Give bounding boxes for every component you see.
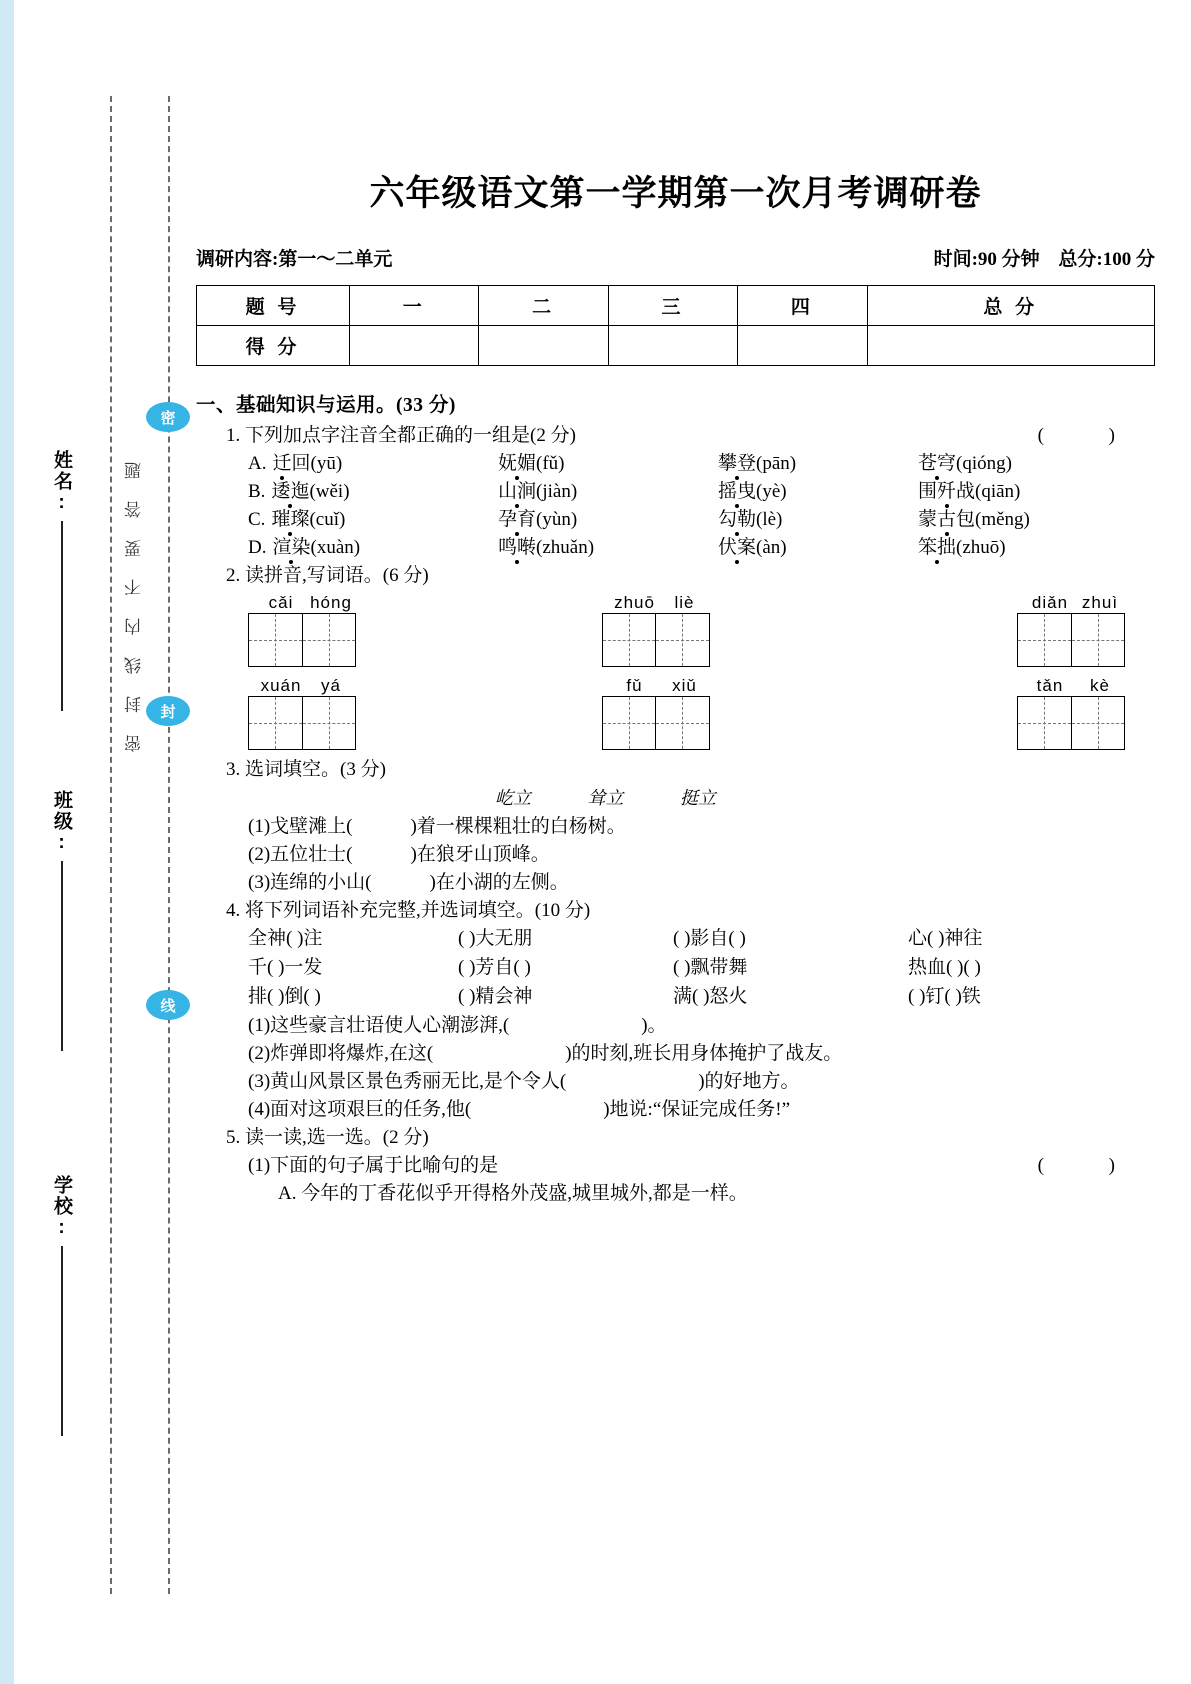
option-a-item-2-word: 妩媚 (498, 452, 537, 474)
write-word-6-pinyin (915, 677, 1125, 694)
write-word-2-syl-1: zhuō (614, 592, 655, 612)
write-word-3-syl-2: zhuì (1081, 592, 1119, 612)
grid-cell[interactable] (655, 697, 708, 749)
seal-badge-xian: 线 (146, 990, 190, 1020)
question-5 (196, 1128, 1155, 1203)
option-d-item-3-py: (àn) (756, 536, 787, 558)
option-a-item-3-word: 攀登 (718, 452, 757, 474)
seal-dashed-line-inner (110, 96, 112, 1594)
option-c-item-1-word: 璀璨 (271, 508, 310, 530)
question-4-item-1-pre: (1)这些豪言壮语使人心潮澎湃,( (248, 1014, 510, 1036)
write-word-2 (602, 594, 812, 667)
option-b-item-1-py: (wěi) (309, 480, 350, 502)
section-1-title: 一、基础知识与运用。(33 分) (196, 395, 456, 416)
question-5-option-a[interactable]: A. 今年的丁香花似乎开得格外茂盛,城里城外,都是一样。 (278, 1182, 748, 1204)
question-3-item-3 (226, 873, 1155, 892)
seal-dashed-line-outer (168, 96, 170, 1594)
write-word-1-pinyin (248, 594, 458, 611)
question-5-head (226, 1128, 1155, 1147)
idiom-2-4[interactable]: 热血( )( ) (908, 956, 981, 978)
grid-cell[interactable] (302, 697, 355, 749)
question-1-option-a[interactable] (226, 454, 1155, 473)
question-3 (196, 760, 1155, 892)
option-d-item-2-word: 鸣啭 (498, 536, 537, 558)
write-word-5 (602, 677, 812, 750)
question-1-answer-blank[interactable]: ( ) (1037, 424, 1145, 446)
option-d-item-1-py: (xuàn) (310, 536, 361, 558)
question-3-word-bank (226, 789, 1155, 807)
field-school-label: 学校: (51, 1175, 72, 1240)
idiom-1-3[interactable]: ( )影自( ) (673, 927, 746, 949)
idiom-2-2[interactable]: ( )芳自( ) (458, 956, 531, 978)
score-table-col-2: 二 (479, 286, 608, 326)
question-4-item-1-post: )。 (641, 1014, 667, 1036)
exam-sheet (174, 0, 1177, 1684)
question-4-item-3-pre: (3)黄山风景区景色秀丽无比,是个令人( (248, 1070, 567, 1092)
write-word-4 (248, 677, 458, 750)
word-bank-item-2: 耸立 (587, 787, 624, 808)
write-word-5-syl-1: fǔ (626, 675, 643, 695)
write-word-3-syl-1: diǎn (1031, 592, 1069, 612)
score-cell-total[interactable] (867, 326, 1154, 366)
question-3-head (226, 760, 1155, 779)
idiom-1-1[interactable]: 全神( )注 (248, 927, 323, 949)
question-4-idiom-row-3[interactable] (226, 987, 1155, 1006)
field-class-rule (61, 861, 63, 1051)
write-word-6-syl-2: kè (1090, 675, 1110, 695)
field-name[interactable] (48, 450, 75, 711)
write-word-5-pinyin (602, 677, 812, 694)
option-b-item-4-word: 围歼战 (918, 480, 976, 502)
grid-cell[interactable] (249, 697, 302, 749)
option-c-item-2-py: (yùn) (536, 508, 578, 530)
scope-label: 调研内容:第一～二单元 (196, 249, 393, 270)
question-3-item-3-pre: (3)连绵的小山( (248, 871, 372, 893)
question-1-head (226, 426, 1155, 445)
seal-badge-feng: 封 (146, 696, 190, 726)
option-b-item-2-word: 山涧 (498, 480, 537, 502)
option-a-item-2-py: (fǔ) (536, 452, 565, 474)
write-word-3 (915, 594, 1125, 667)
field-name-label: 姓名: (51, 450, 72, 515)
write-word-2-pinyin (602, 594, 812, 611)
option-d-item-4-py: (zhuō) (956, 536, 1006, 558)
score-table-col-1: 一 (350, 286, 479, 326)
idiom-2-3[interactable]: ( )飘带舞 (673, 956, 748, 978)
word-bank-item-1: 屹立 (495, 787, 531, 808)
question-3-item-2-pre: (2)五位壮士( (248, 843, 353, 865)
score-table-label-question: 题 号 (197, 286, 350, 326)
write-word-4-boxes[interactable] (248, 696, 356, 750)
question-3-item-3-post: )在小湖的左侧。 (429, 871, 569, 893)
score-table-col-4: 四 (738, 286, 867, 326)
grid-cell[interactable] (1018, 697, 1071, 749)
option-b-item-3-word: 摇曳 (718, 480, 757, 502)
question-2-head (226, 566, 1155, 585)
left-edge-band (0, 0, 14, 1684)
total-label: 总分:100 分 (1058, 249, 1155, 270)
question-2-grid-row-1 (226, 594, 1155, 667)
question-1-option-b[interactable] (226, 482, 1155, 501)
score-table-col-total: 总 分 (867, 286, 1154, 326)
option-a-label: A. (248, 452, 267, 474)
option-d-item-2-py: (zhuǎn) (536, 536, 595, 558)
write-word-2-syl-2: liè (674, 592, 695, 612)
option-c-label: C. (248, 508, 266, 530)
score-cell-1[interactable] (350, 326, 479, 366)
idiom-3-1[interactable]: 排( )倒( ) (248, 985, 321, 1007)
write-word-2-boxes[interactable] (602, 613, 710, 667)
question-1-option-c[interactable] (226, 510, 1155, 529)
option-b-item-1-word: 逶迤 (271, 480, 310, 502)
write-word-6 (915, 677, 1125, 750)
option-d-item-1-word: 渲染 (272, 536, 311, 558)
question-3-item-1 (226, 817, 1155, 836)
write-word-5-syl-2: xiǔ (672, 675, 697, 695)
option-a-item-4-word: 苍穹 (918, 452, 957, 474)
question-4-item-4-post: )地说:“保证完成任务!” (603, 1098, 791, 1120)
write-word-6-syl-1: tǎn (1036, 675, 1064, 695)
question-1-option-d[interactable] (226, 538, 1155, 557)
write-word-4-syl-1: xuán (260, 675, 302, 695)
question-4-item-4-pre: (4)面对这项艰巨的任务,他( (248, 1098, 472, 1120)
grid-cell[interactable] (1071, 614, 1124, 666)
idiom-1-2[interactable]: ( )大无朋 (458, 927, 533, 949)
question-3-item-2-post: )在狼牙山顶峰。 (410, 843, 550, 865)
idiom-2-1[interactable]: 千( )一发 (248, 956, 323, 978)
time-label: 时间:90 分钟 (933, 249, 1040, 270)
question-3-item-1-post: )着一棵棵粗壮的白杨树。 (410, 815, 626, 837)
score-table-col-3: 三 (608, 286, 737, 326)
option-a-item-1-word2: 回 (291, 452, 311, 474)
option-c-item-3-py: (lè) (756, 508, 783, 530)
time-and-total (920, 244, 1155, 271)
question-4-item-2-pre: (2)炸弹即将爆炸,在这( (248, 1042, 434, 1064)
header-meta-row (196, 244, 1155, 271)
table-row-scores (197, 326, 1155, 366)
grid-cell[interactable] (1071, 697, 1124, 749)
option-b-label: B. (248, 480, 266, 502)
question-2 (196, 566, 1155, 750)
write-word-1-syl-1: cǎi (268, 592, 294, 612)
word-bank-item-3: 挺立 (680, 787, 716, 808)
option-c-item-3-word: 勾勒 (718, 508, 757, 530)
option-c-item-4-py: (měng) (975, 508, 1030, 530)
option-b-item-4-py: (qiān) (975, 480, 1021, 502)
write-word-1 (248, 594, 458, 667)
question-4 (196, 901, 1155, 1119)
option-c-item-1-py: (cuǐ) (309, 508, 346, 530)
idiom-3-2[interactable]: ( )精会神 (458, 985, 533, 1007)
question-4-item-4 (226, 1100, 1155, 1119)
table-row-question-numbers (197, 286, 1155, 326)
question-2-stem: 2. 读拼音,写词语。(6 分) (226, 564, 429, 586)
option-b-item-3-py: (yè) (756, 480, 787, 502)
option-a-item-1-word: 迁 (272, 452, 292, 474)
option-d-item-3-word: 伏案 (718, 536, 757, 558)
score-cell-2[interactable] (479, 326, 608, 366)
write-word-5-boxes[interactable] (602, 696, 710, 750)
seal-badge-mi: 密 (146, 402, 190, 432)
option-d-label: D. (248, 536, 267, 558)
question-5-sub-1 (226, 1156, 1155, 1175)
question-4-idiom-row-2[interactable] (226, 958, 1155, 977)
write-word-4-pinyin (248, 677, 458, 694)
question-4-item-2-post: )的时刻,班长用身体掩护了战友。 (565, 1042, 843, 1064)
question-4-item-3 (226, 1072, 1155, 1091)
option-a-item-1-py: (yū) (310, 452, 343, 474)
question-5-sub-1-text: (1)下面的句子属于比喻句的是 (248, 1154, 499, 1176)
field-class-label: 班级: (51, 790, 72, 855)
grid-cell[interactable] (249, 614, 302, 666)
field-class[interactable] (48, 790, 75, 1051)
field-school[interactable] (48, 1175, 75, 1436)
option-c-item-2-word: 孕育 (498, 508, 537, 530)
grid-cell[interactable] (655, 614, 708, 666)
option-b-item-2-py: (jiàn) (536, 480, 578, 502)
field-name-rule (61, 521, 63, 711)
question-4-head (226, 901, 1155, 920)
idiom-1-4[interactable]: 心( )神往 (908, 927, 983, 949)
question-5-stem: 5. 读一读,选一选。(2 分) (226, 1126, 429, 1148)
score-cell-3[interactable] (608, 326, 737, 366)
exam-content (196, 396, 1155, 1203)
write-word-3-boxes[interactable] (1017, 613, 1125, 667)
score-cell-4[interactable] (738, 326, 867, 366)
question-4-item-2 (226, 1044, 1155, 1063)
write-word-1-boxes[interactable] (248, 613, 356, 667)
option-d-item-4-word: 笨拙 (918, 536, 957, 558)
field-school-rule (61, 1246, 63, 1436)
question-4-item-3-post: )的好地方。 (698, 1070, 800, 1092)
write-word-6-boxes[interactable] (1017, 696, 1125, 750)
write-word-4-syl-2: yá (321, 675, 341, 695)
grid-cell[interactable] (1018, 614, 1071, 666)
grid-cell[interactable] (603, 697, 656, 749)
question-4-stem: 4. 将下列词语补充完整,并选词填空。(10 分) (226, 899, 591, 921)
idiom-3-3[interactable]: 满( )怒火 (673, 985, 748, 1007)
idiom-3-4[interactable]: ( )钉( )铁 (908, 985, 981, 1007)
option-a-item-3-py: (pān) (756, 452, 797, 474)
option-a-item-4-py: (qióng) (956, 452, 1012, 474)
question-3-item-1-pre: (1)戈壁滩上( (248, 815, 353, 837)
question-3-stem: 3. 选词填空。(3 分) (226, 758, 386, 780)
write-word-3-pinyin (915, 594, 1125, 611)
question-3-item-2 (226, 845, 1155, 864)
page-title: 六年级语文第一学期第一次月考调研卷 (369, 174, 982, 213)
question-2-grid-row-2 (226, 677, 1155, 750)
option-c-item-4-word: 蒙古包 (918, 508, 976, 530)
question-4-idiom-row-1[interactable] (226, 929, 1155, 948)
write-word-1-syl-2: hóng (310, 592, 352, 612)
grid-cell[interactable] (603, 614, 656, 666)
score-table (196, 285, 1155, 366)
question-5-sub-1-answer-blank[interactable]: ( ) (1037, 1154, 1145, 1176)
seal-column (14, 0, 174, 1684)
question-1 (196, 426, 1155, 557)
question-1-stem: 1. 下列加点字注音全都正确的一组是(2 分) (226, 424, 576, 446)
seal-warning-text: 密封线内不要答题 (125, 440, 144, 752)
score-table-label-score: 得 分 (197, 326, 350, 366)
question-4-item-1 (226, 1016, 1155, 1035)
grid-cell[interactable] (302, 614, 355, 666)
